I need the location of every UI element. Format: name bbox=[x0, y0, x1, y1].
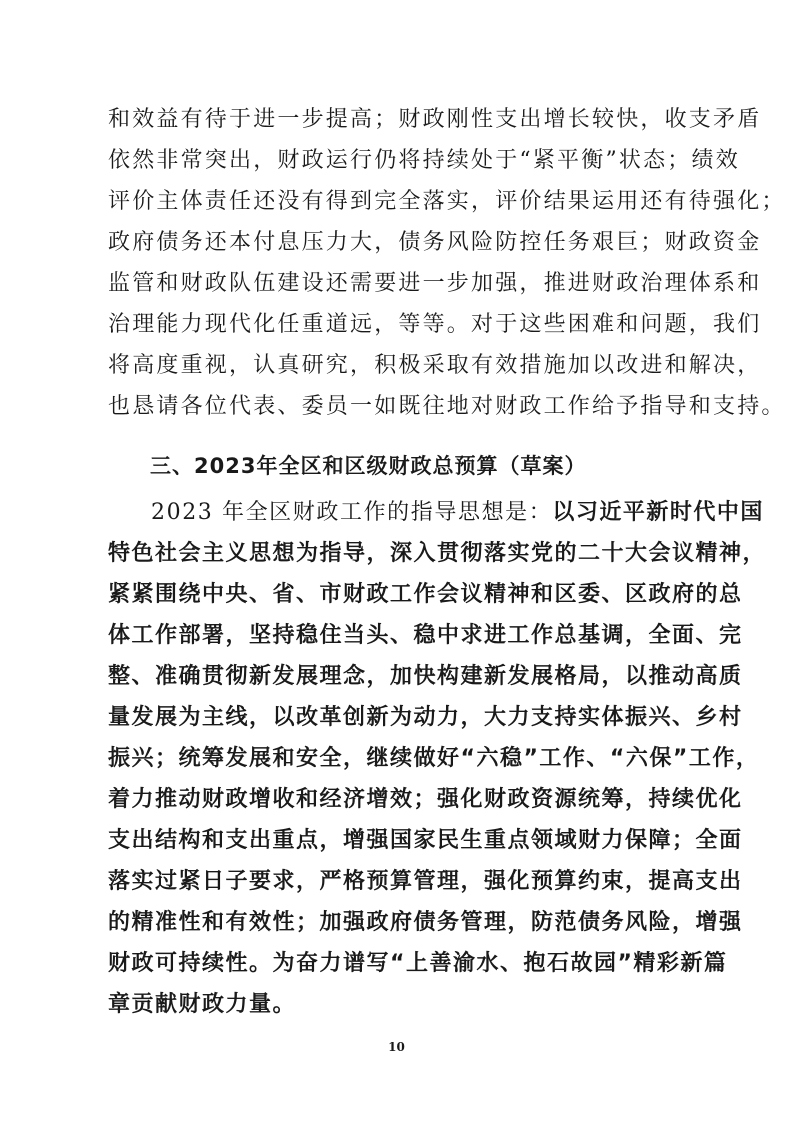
text-line: 监管和财政队伍建设还需要进一步加强，推进财政治理体系和 bbox=[108, 271, 762, 296]
text-line: 振兴；统筹发展和安全，继续做好“六稳”工作、“六保”工作， bbox=[108, 746, 760, 771]
text-line: 依然非常突出，财政运行仍将持续处于“紧平衡”状态；绩效 bbox=[108, 148, 740, 173]
page-number: 10 bbox=[388, 1040, 405, 1054]
text-line: 着力推动财政增收和经济增效；强化财政资源统筹，持续优化 bbox=[108, 787, 743, 812]
text-line: 量发展为主线，以改革创新为动力，大力支持实体振兴、乡村 bbox=[108, 705, 743, 730]
text-line: 体工作部署，坚持稳住当头、稳中求进工作总基调，全面、完 bbox=[108, 623, 743, 648]
text-line: 将高度重视，认真研究，积极采取有效措施加以改进和解决， bbox=[108, 353, 762, 378]
text-line: 评价主体责任还没有得到完全落实，评价结果运用还有待强化； bbox=[108, 189, 786, 214]
text-segment: 以习近平新时代中国 bbox=[552, 500, 764, 525]
text-line: 落实过紧日子要求，严格预算管理，强化预算约束，提高支出 bbox=[108, 869, 743, 894]
paragraph-guiding-thought bbox=[108, 491, 767, 1025]
text-line: 的精准性和有效性；加强政府债务管理，防范债务风险，增强 bbox=[108, 910, 743, 935]
text-line: 和效益有待于进一步提高；财政刚性支出增长较快，收支矛盾 bbox=[108, 107, 762, 132]
text-line: 财政可持续性。为奋力谱写“上善渝水、抱石故园”精彩新篇 bbox=[108, 951, 728, 976]
text-line: 支出结构和支出重点，增强国家民生重点领域财力保障；全面 bbox=[108, 828, 743, 853]
text-line: 章贡献财政力量。 bbox=[108, 992, 297, 1017]
text-line: 政府债务还本付息压力大，债务风险防控任务艰巨；财政资金 bbox=[108, 230, 762, 255]
paragraph-difficulties bbox=[108, 99, 786, 427]
text-line: 也恳请各位代表、委员一如既往地对财政工作给予指导和支持。 bbox=[108, 394, 786, 419]
text-line: 治理能力现代化任重道远，等等。对于这些困难和问题，我们 bbox=[108, 312, 762, 337]
text-line: 整、准确贯彻新发展理念，加快构建新发展格局，以推动高质 bbox=[108, 664, 743, 689]
text-line: 特色社会主义思想为指导，深入贯彻落实党的二十大会议精神， bbox=[108, 541, 767, 566]
text-line-first bbox=[108, 491, 764, 533]
section-heading: 三、2023年全区和区级财政总预算（草案） bbox=[150, 454, 587, 478]
text-line: 紧紧围绕中央、省、市财政工作会议精神和区委、区政府的总 bbox=[108, 582, 743, 607]
paragraph-lead: 2023 年全区财政工作的指导思想是： bbox=[151, 500, 553, 525]
